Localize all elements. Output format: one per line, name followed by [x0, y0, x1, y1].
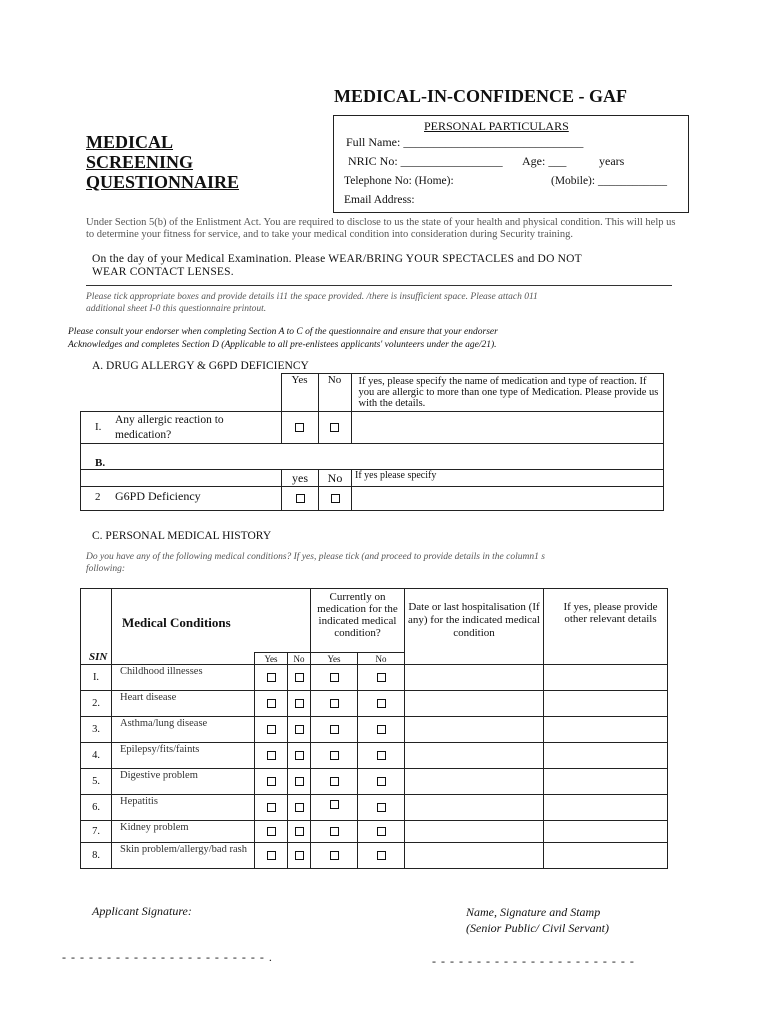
- mobile-field[interactable]: (Mobile): ____________: [551, 175, 667, 187]
- medication-no-cell[interactable]: [358, 821, 405, 843]
- medication-no-checkbox[interactable]: [377, 827, 386, 836]
- condition-details-field[interactable]: [544, 691, 668, 717]
- medication-yes-checkbox[interactable]: [330, 699, 339, 708]
- yes-column-header: yes: [282, 470, 319, 487]
- g6pd-yes-checkbox[interactable]: [296, 494, 305, 503]
- yes-column-header: Yes: [281, 374, 318, 412]
- medication-no-cell[interactable]: [358, 795, 405, 821]
- g6pd-no-checkbox[interactable]: [331, 494, 340, 503]
- allergy-yes-cell[interactable]: [281, 412, 318, 444]
- medication-no-checkbox[interactable]: [377, 751, 386, 760]
- condition-no-cell[interactable]: [288, 769, 311, 795]
- row-number: 2: [95, 491, 101, 503]
- allergy-details-field[interactable]: [351, 412, 664, 444]
- condition-label: Skin problem/allergy/bad rash: [112, 843, 255, 869]
- row-number: I.: [81, 665, 112, 691]
- table-row: [81, 691, 668, 717]
- document-title-line: QUESTIONNAIRE: [86, 172, 240, 192]
- medication-yes-checkbox[interactable]: [330, 777, 339, 786]
- hospitalisation-date-field[interactable]: [405, 769, 544, 795]
- condition-no-checkbox[interactable]: [295, 803, 304, 812]
- condition-no-checkbox[interactable]: [295, 851, 304, 860]
- allergy-yes-checkbox[interactable]: [295, 423, 304, 432]
- medication-yes-cell[interactable]: [311, 821, 358, 843]
- condition-yes-cell[interactable]: [255, 769, 288, 795]
- row-number: 7.: [81, 821, 112, 843]
- no-column-header: No: [319, 470, 352, 487]
- section-b-label: B.: [95, 457, 106, 469]
- condition-details-field[interactable]: [544, 795, 668, 821]
- medication-no-checkbox[interactable]: [377, 699, 386, 708]
- medication-yes-checkbox[interactable]: [330, 800, 339, 809]
- table-row: [81, 665, 668, 691]
- condition-yes-cell[interactable]: [255, 795, 288, 821]
- section-c-intro-line: Do you have any of the following medical conditions? If yes, please tick (and proceed to provide details in the column1 s: [86, 552, 545, 562]
- conditions-label: Medical Conditions: [122, 615, 231, 630]
- medication-yes-checkbox[interactable]: [330, 751, 339, 760]
- endorser-note-line: Please consult your endorser when completing Section A to C of the questionnaire and ensure that your endorser: [68, 327, 498, 337]
- conditions-rows: [81, 665, 668, 869]
- section-c-intro-line: following:: [86, 564, 126, 574]
- medication-no-checkbox[interactable]: [377, 851, 386, 860]
- medication-yes-checkbox[interactable]: [330, 725, 339, 734]
- form-header-title: MEDICAL-IN-CONFIDENCE - GAF: [334, 86, 627, 106]
- details-column-header: If yes, please provide other relevant details: [544, 589, 668, 665]
- medication-no-cell[interactable]: [358, 743, 405, 769]
- condition-no-checkbox[interactable]: [295, 827, 304, 836]
- condition-label: Hepatitis: [112, 795, 255, 821]
- hospitalisation-date-field[interactable]: [405, 691, 544, 717]
- condition-label: Childhood illnesses: [112, 665, 255, 691]
- sin-label: SIN: [89, 651, 108, 663]
- medication-no-cell[interactable]: [358, 691, 405, 717]
- intro-paragraph: Under Section 5(b) of the Enlistment Act. You are required to disclose to us the state of your health and physical condition. This will help us to determine your fitness for service, and to take your medical condition into consideration during Security training.: [86, 217, 676, 240]
- condition-yes-checkbox[interactable]: [267, 751, 276, 760]
- condition-yes-cell[interactable]: [255, 717, 288, 743]
- condition-yes-cell[interactable]: [255, 743, 288, 769]
- no-subheader: No: [358, 653, 405, 665]
- medication-no-cell[interactable]: [358, 769, 405, 795]
- tick-instruction-line: Please tick appropriate boxes and provide details i11 the space provided. /there is insufficient space. Please attach 011: [86, 292, 538, 302]
- hospitalisation-date-field[interactable]: [405, 795, 544, 821]
- section-b-label-row: [81, 444, 664, 470]
- personal-particulars-box: [333, 115, 689, 213]
- condition-yes-checkbox[interactable]: [267, 725, 276, 734]
- tick-instruction-note: [86, 291, 686, 315]
- condition-label: Epilepsy/fits/faints: [112, 743, 255, 769]
- hospitalisation-date-field[interactable]: [405, 717, 544, 743]
- document-title-line: MEDICAL: [86, 132, 174, 152]
- condition-no-checkbox[interactable]: [295, 673, 304, 682]
- endorser-note-line: Acknowledges and completes Section D (Applicable to all pre-enlistees applicants' volunteers under the age/21).: [68, 340, 497, 350]
- row-number: 5.: [81, 769, 112, 795]
- medication-no-checkbox[interactable]: [377, 673, 386, 682]
- medical-history-table: [80, 588, 668, 869]
- endorser-label-line: (Senior Public/ Civil Servant): [466, 921, 609, 935]
- condition-yes-cell[interactable]: [255, 665, 288, 691]
- full-name-field[interactable]: Full Name: ______________________________: [346, 135, 584, 149]
- specify-column-header: If yes, please specify the name of medication and type of reaction. If you are allergic to more than one type of Medication. Please provide us with the details.: [351, 374, 664, 412]
- medication-yes-checkbox[interactable]: [330, 673, 339, 682]
- medication-no-checkbox[interactable]: [377, 725, 386, 734]
- spectacles-instruction: [92, 253, 692, 279]
- condition-details-field[interactable]: [544, 769, 668, 795]
- condition-label: Asthma/lung disease: [112, 717, 255, 743]
- allergy-question-label: Any allergic reaction to medication?: [115, 414, 224, 441]
- tick-instruction-line: additional sheet I-0 this questionnaire printout.: [86, 304, 267, 314]
- condition-details-field[interactable]: [544, 843, 668, 869]
- medication-yes-checkbox[interactable]: [330, 827, 339, 836]
- condition-no-checkbox[interactable]: [295, 751, 304, 760]
- row-number: 6.: [81, 795, 112, 821]
- section-a-heading: A. DRUG ALLERGY & G6PD DEFICIENCY: [92, 360, 309, 372]
- divider-line: [86, 285, 672, 286]
- applicant-signature-label: Applicant Signature:: [92, 904, 192, 918]
- condition-no-cell[interactable]: [288, 691, 311, 717]
- blank-cell: [81, 470, 282, 487]
- home-telephone-field[interactable]: Telephone No: (Home):: [344, 175, 454, 187]
- condition-yes-checkbox[interactable]: [267, 803, 276, 812]
- condition-no-cell[interactable]: [288, 795, 311, 821]
- medication-yes-cell[interactable]: [311, 769, 358, 795]
- section-c-heading: C. PERSONAL MEDICAL HISTORY: [92, 530, 272, 542]
- email-field[interactable]: Email Address:: [344, 194, 415, 206]
- medication-no-cell[interactable]: [358, 717, 405, 743]
- medication-yes-checkbox[interactable]: [330, 851, 339, 860]
- endorser-signature-line[interactable]: - - - - - - - - - - - - - - - - - - - - - - -: [432, 954, 635, 968]
- condition-no-cell[interactable]: [288, 717, 311, 743]
- condition-details-field[interactable]: [544, 717, 668, 743]
- table-row: [81, 769, 668, 795]
- spectacles-instruction-line: WEAR CONTACT LENSES.: [92, 266, 234, 278]
- document-title-line: SCREENING: [86, 152, 194, 172]
- condition-no-cell[interactable]: [288, 743, 311, 769]
- condition-details-field[interactable]: [544, 743, 668, 769]
- no-subheader: No: [288, 653, 311, 665]
- endorser-note: [68, 326, 708, 352]
- endorser-signature-label: [466, 904, 609, 936]
- allergy-question-cell: [81, 412, 282, 444]
- age-field[interactable]: Age: ___: [522, 154, 567, 168]
- condition-yes-checkbox[interactable]: [267, 699, 276, 708]
- hospitalisation-column-header: Date or last hospitalisation (If any) for the indicated medical condition: [405, 589, 544, 665]
- medication-yes-cell[interactable]: [311, 717, 358, 743]
- condition-yes-checkbox[interactable]: [267, 777, 276, 786]
- row-number: 4.: [81, 743, 112, 769]
- g6pd-question-cell: [81, 487, 282, 511]
- condition-label: Digestive problem: [112, 769, 255, 795]
- section-c-intro: [86, 551, 686, 575]
- medication-no-checkbox[interactable]: [377, 803, 386, 812]
- yes-subheader: Yes: [311, 653, 358, 665]
- medication-no-cell[interactable]: [358, 843, 405, 869]
- age-unit: years: [599, 154, 625, 168]
- condition-no-cell[interactable]: [288, 843, 311, 869]
- medication-yes-cell[interactable]: [311, 665, 358, 691]
- spectacles-instruction-line: On the day of your Medical Examination. Please WEAR/BRING YOUR SPECTACLES and DO NOT: [92, 253, 582, 265]
- medication-no-checkbox[interactable]: [377, 777, 386, 786]
- allergy-no-checkbox[interactable]: [330, 423, 339, 432]
- sin-column-header: [81, 589, 112, 665]
- conditions-column-header: [112, 589, 311, 653]
- g6pd-question-label: G6PD Deficiency: [115, 489, 201, 503]
- blank-cell: [112, 653, 255, 665]
- blank-cell: [81, 374, 282, 412]
- condition-yes-cell[interactable]: [255, 691, 288, 717]
- condition-label: Kidney problem: [112, 821, 255, 843]
- row-number: 3.: [81, 717, 112, 743]
- hospitalisation-date-field[interactable]: [405, 821, 544, 843]
- table-row: [81, 795, 668, 821]
- table-row: [81, 843, 668, 869]
- hospitalisation-date-field[interactable]: [405, 665, 544, 691]
- medication-no-cell[interactable]: [358, 665, 405, 691]
- table-row: [81, 717, 668, 743]
- drug-allergy-table: [80, 373, 664, 444]
- applicant-signature-line[interactable]: - - - - - - - - - - - - - - - - - - - - - - - .: [62, 950, 273, 964]
- hospitalisation-date-field[interactable]: [405, 843, 544, 869]
- row-number: 8.: [81, 843, 112, 869]
- specify-column-header: If yes please specify: [352, 470, 664, 487]
- table-row: [81, 743, 668, 769]
- condition-no-checkbox[interactable]: [295, 725, 304, 734]
- medication-yes-cell[interactable]: [311, 843, 358, 869]
- condition-label: Heart disease: [112, 691, 255, 717]
- condition-yes-cell[interactable]: [255, 821, 288, 843]
- allergy-no-cell[interactable]: [318, 412, 351, 444]
- row-number: I.: [95, 421, 102, 433]
- g6pd-details-field[interactable]: [352, 487, 664, 511]
- condition-yes-checkbox[interactable]: [267, 673, 276, 682]
- condition-yes-checkbox[interactable]: [267, 827, 276, 836]
- condition-no-cell[interactable]: [288, 821, 311, 843]
- document-title: [86, 132, 239, 192]
- nric-field[interactable]: NRIC No: _________________: [348, 154, 503, 168]
- condition-yes-cell[interactable]: [255, 843, 288, 869]
- endorser-label-line: Name, Signature and Stamp: [466, 905, 601, 919]
- table-row: [81, 821, 668, 843]
- condition-yes-checkbox[interactable]: [267, 851, 276, 860]
- medication-yes-cell[interactable]: [311, 691, 358, 717]
- condition-no-cell[interactable]: [288, 665, 311, 691]
- yes-subheader: Yes: [255, 653, 288, 665]
- g6pd-no-cell[interactable]: [319, 487, 352, 511]
- condition-details-field[interactable]: [544, 821, 668, 843]
- hospitalisation-date-field[interactable]: [405, 743, 544, 769]
- medication-column-header: Currently on medication for the indicated medical condition?: [311, 589, 405, 653]
- row-number: 2.: [81, 691, 112, 717]
- condition-details-field[interactable]: [544, 665, 668, 691]
- personal-particulars-heading: PERSONAL PARTICULARS: [424, 119, 569, 133]
- medication-yes-cell[interactable]: [311, 795, 358, 821]
- condition-no-checkbox[interactable]: [295, 777, 304, 786]
- medication-yes-cell[interactable]: [311, 743, 358, 769]
- condition-no-checkbox[interactable]: [295, 699, 304, 708]
- g6pd-table: [80, 443, 664, 511]
- g6pd-yes-cell[interactable]: [282, 487, 319, 511]
- no-column-header: No: [318, 374, 351, 412]
